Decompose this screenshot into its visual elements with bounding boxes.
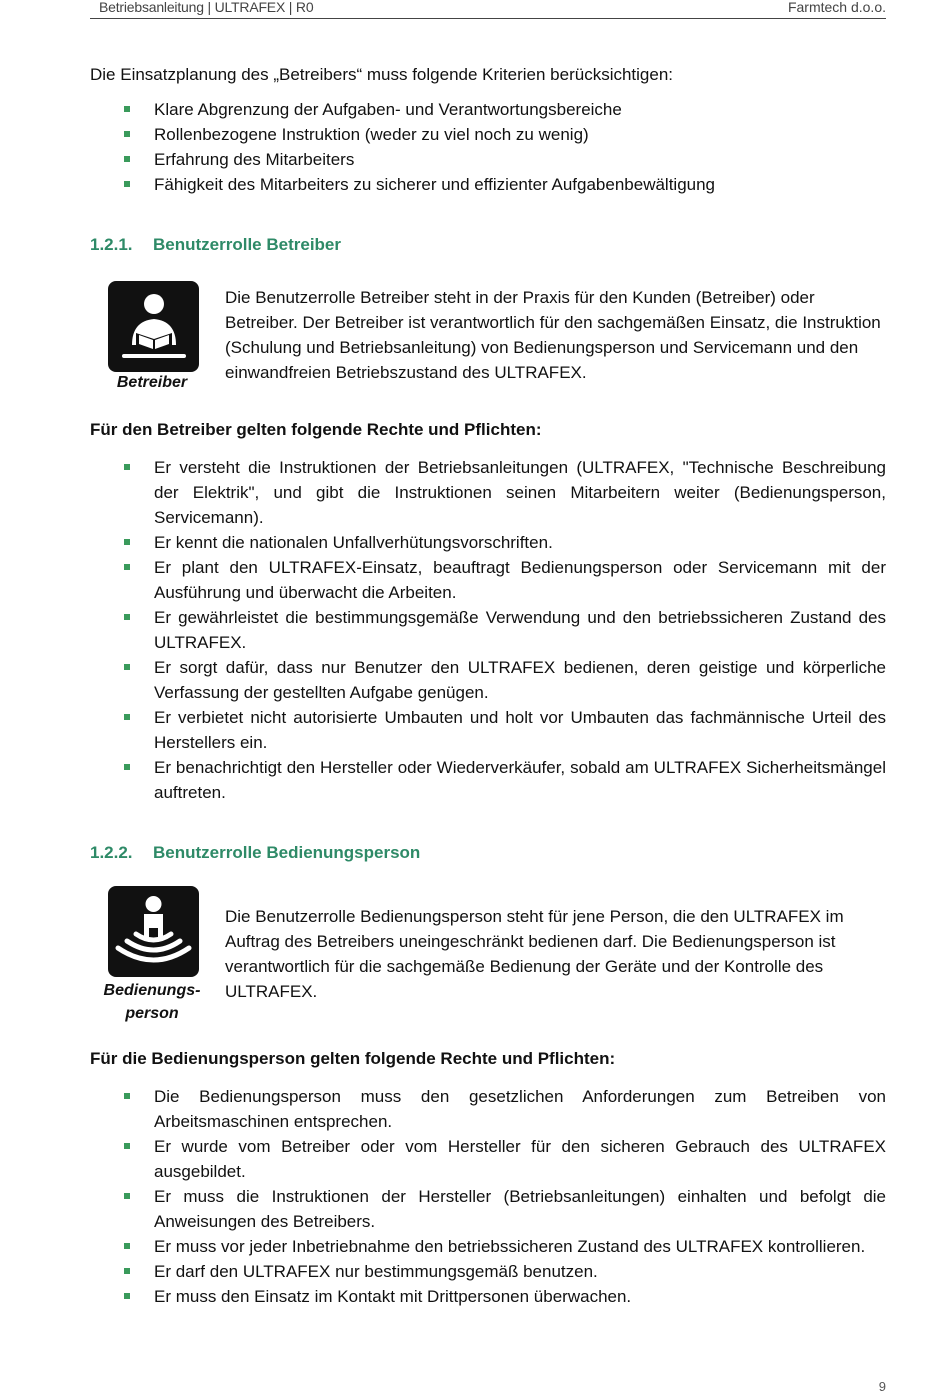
list-item: Rollenbezogene Instruktion (weder zu viel noch zu wenig) [90,122,886,147]
duties-heading: Für die Bedienungsperson gelten folgende Rechte und Pflichten: [90,1049,616,1068]
list-item: Er muss vor jeder Inbetriebnahme den betriebssicheren Zustand des ULTRAFEX kontrollieren. [90,1234,886,1259]
header-document-title: Betriebsanleitung | ULTRAFEX | R0 [99,0,314,15]
icon-caption: Betreiber [116,374,188,391]
bullet-icon [124,1293,130,1299]
icon-caption: Bedienungs- person [103,982,201,1022]
list-item: Er darf den ULTRAFEX nur bestimmungsgemäß benutzen. [90,1259,886,1284]
header-company: Farmtech d.o.o. [787,0,886,15]
intro-paragraph: Die Einsatzplanung des „Betreibers“ muss folgende Kriterien berücksichtigen: [90,65,674,84]
section-title: Benutzerrolle Bedienungsperson [153,843,421,862]
duties-heading: Für den Betreiber gelten folgende Rechte und Pflichten: [90,420,542,439]
list-item: Er benachrichtigt den Hersteller oder Wiederverkäufer, sobald am ULTRAFEX Sicherheitsmängel auftreten. [90,755,886,805]
bullet-icon [124,564,130,570]
bullet-icon [124,156,130,162]
bullet-icon [124,714,130,720]
page-header [90,0,886,19]
list-item: Klare Abgrenzung der Aufgaben- und Verantwortungsbereiche [90,97,886,122]
duties-list-betreiber [90,455,886,805]
section-description: Die Benutzerrolle Betreiber steht in der Praxis für den Kunden (Betreiber) oder Betreiber. Der Betreiber ist verantwortlich für den sachgemäßen Einsatz, die Instruktion (Schulung und Betriebsanleitung) von Bedienungsperson und Servicemann und den einwandfreien Betriebszustand des ULTRAFEX. [225,288,881,382]
bullet-icon [124,539,130,545]
list-item: Er muss die Instruktionen der Hersteller (Betriebsanleitungen) einhalten und befolgt die Anweisungen des Betreibers. [90,1184,886,1234]
duties-list-bedienungsperson [90,1084,886,1309]
bullet-icon [124,1143,130,1149]
person-signal-waves-icon [108,886,199,977]
bullet-icon [124,181,130,187]
bullet-icon [124,764,130,770]
bullet-icon [124,464,130,470]
bullet-icon [124,1268,130,1274]
list-item: Erfahrung des Mitarbeiters [90,147,886,172]
bullet-icon [124,1093,130,1099]
list-item: Er sorgt dafür, dass nur Benutzer den ULTRAFEX bedienen, deren geistige und körperliche Verfassung der gestellten Aufgabe genügen. [90,655,886,705]
section-heading-betreiber [90,235,341,255]
bullet-icon [124,106,130,112]
bullet-icon [124,614,130,620]
list-item: Er versteht die Instruktionen der Betriebsanleitungen (ULTRAFEX, "Technische Beschreibung der Elektrik", und gibt die Instruktionen seinen Mitarbeitern weiter (Bedienungsperson, Servicemann). [90,455,886,530]
list-item: Er verbietet nicht autorisierte Umbauten und holt vor Umbauten das fachmännische Urteil des Herstellers ein. [90,705,886,755]
list-item: Fähigkeit des Mitarbeiters zu sicherer und effizienter Aufgabenbewältigung [90,172,886,197]
section-heading-bedienungsperson [90,843,420,863]
bullet-icon [124,1193,130,1199]
list-item: Er kennt die nationalen Unfallverhütungsvorschriften. [90,530,886,555]
section-number: 1.2.2. [90,843,133,862]
bullet-icon [124,664,130,670]
list-item: Er wurde vom Betreiber oder vom Hersteller für den sicheren Gebrauch des ULTRAFEX ausgebildet. [90,1134,886,1184]
criteria-list [90,97,886,197]
list-item: Er muss den Einsatz im Kontakt mit Drittpersonen überwachen. [90,1284,886,1309]
list-item: Die Bedienungsperson muss den gesetzlichen Anforderungen zum Betreiben von Arbeitsmaschinen entsprechen. [90,1084,886,1134]
bullet-icon [124,131,130,137]
list-item: Er gewährleistet die bestimmungsgemäße Verwendung und den betriebssicheren Zustand des ULTRAFEX. [90,605,886,655]
reading-person-icon [108,281,199,372]
section-title: Benutzerrolle Betreiber [153,235,341,254]
bullet-icon [124,1243,130,1249]
section-number: 1.2.1. [90,235,133,254]
section-description: Die Benutzerrolle Bedienungsperson steht für jene Person, die den ULTRAFEX im Auftrag des Betreibers uneingeschränkt bedienen darf. Die Bedienungsperson ist verantwortlich für die sachgemäße Bedienung der Geräte und der Kontrolle des ULTRAFEX. [225,907,844,1001]
list-item: Er plant den ULTRAFEX-Einsatz, beauftragt Bedienungsperson oder Servicemann mit der Ausführung und überwacht die Arbeiten. [90,555,886,605]
page-number: 9 [878,1379,886,1394]
